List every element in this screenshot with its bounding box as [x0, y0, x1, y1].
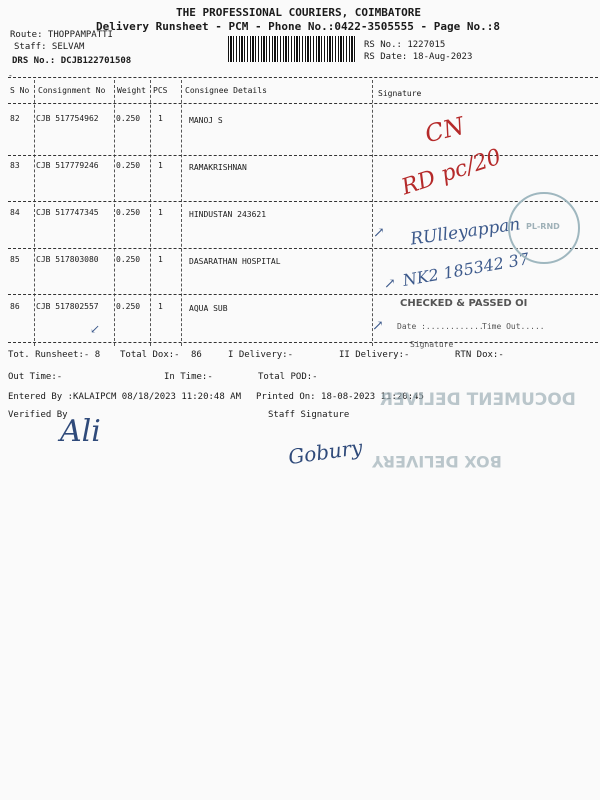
staff-signature-label: Staff Signature	[268, 410, 350, 420]
table-row-consignment: CJB 517754962	[36, 114, 99, 123]
col-header-pcs: PCS	[153, 86, 168, 95]
mirrored-stamp-box: BOX DELIVERY	[372, 452, 502, 471]
i-delivery: I Delivery:-	[228, 350, 294, 360]
total-pod: Total POD:-	[258, 372, 318, 382]
total-dox-value: 86	[191, 350, 202, 360]
mirrored-stamp-document: DOCUMENT DELIVER	[380, 390, 576, 410]
table-row-sno: 84	[10, 208, 20, 217]
col-header-signature: Signature	[378, 89, 422, 98]
col-divider	[34, 80, 35, 346]
table-header-rule	[8, 103, 598, 104]
stamp-checked-passed: CHECKED & PASSED OI	[400, 298, 528, 309]
in-time: In Time:-	[164, 372, 213, 382]
table-row-weight: 0.250	[116, 114, 141, 123]
table-row-consignee: AQUA SUB	[189, 304, 228, 313]
signature-row-85: NK2 185342 37	[401, 249, 531, 290]
table-row-consignee: DASARATHAN HOSPITAL	[189, 257, 281, 266]
stamp-signature: Signature	[410, 340, 454, 349]
barcode-image	[228, 36, 356, 62]
col-divider	[181, 80, 182, 346]
rtn-dox: RTN Dox:-	[455, 350, 504, 360]
staff-signature-ink: Gobury	[286, 434, 364, 470]
col-divider	[150, 80, 151, 346]
verified-by: Verified By	[8, 410, 68, 420]
table-row-sno: 83	[10, 161, 20, 170]
table-row-weight: 0.250	[116, 161, 141, 170]
rs-number: RS No.: 1227015	[364, 40, 446, 50]
table-row-pcs: 1	[158, 114, 163, 123]
table-row-consignment: CJB 517802557	[36, 302, 99, 311]
table-row-consignee: HINDUSTAN 243621	[189, 210, 267, 219]
table-row-consignment: CJB 517747345	[36, 208, 99, 217]
entered-by: Entered By :KALAIPCM 08/18/2023 11:20:48 AM	[8, 392, 241, 402]
table-row-sno: 86	[10, 302, 20, 311]
route-label: Route: THOPPAMPATTI	[10, 30, 113, 40]
col-header-consignee: Consignee Details	[185, 86, 267, 95]
table-row-consignment: CJB 517779246	[36, 161, 99, 170]
runsheet-title: Delivery Runsheet - PCM - Phone No.:0422-3505555 - Page No.:8	[96, 20, 500, 33]
printed-on: Printed On: 18-08-2023 11:20:45	[256, 392, 424, 402]
out-time: Out Time:-	[8, 372, 63, 382]
table-row-consignee: RAMAKRISHNAN	[189, 163, 247, 172]
drs-number: DRS No.: DCJB122701508	[12, 56, 132, 66]
table-row-weight: 0.250	[116, 208, 141, 217]
verified-signature: Ali	[60, 414, 101, 449]
stamp-time-out: Time Out.....	[482, 322, 545, 331]
signature-row-84: RUlleyappan	[409, 214, 522, 250]
total-runsheet: Tot. Runsheet:- 8	[8, 350, 101, 360]
row-rule	[8, 201, 598, 202]
col-divider	[372, 80, 373, 346]
row-rule	[8, 155, 598, 156]
table-row-pcs: 1	[158, 255, 163, 264]
table-row-pcs: 1	[158, 161, 163, 170]
stamp-circle-text: PL-RND	[526, 222, 560, 231]
table-top-rule	[8, 77, 598, 78]
ii-delivery: II Delivery:-	[339, 350, 410, 360]
table-row-sno: 85	[10, 255, 20, 264]
col-header-consignment: Consignment No	[38, 86, 106, 95]
table-row-weight: 0.250	[116, 302, 141, 311]
signature-row-82: CN	[422, 111, 468, 149]
table-row-weight: 0.250	[116, 255, 141, 264]
table-row-consignee: MANOJ S	[189, 116, 223, 125]
col-header-weight: Weight	[117, 86, 146, 95]
table-bottom-rule	[8, 342, 598, 343]
signature-row-83: RD pc/20	[398, 144, 505, 201]
company-name: THE PROFESSIONAL COURIERS, COIMBATORE	[176, 6, 422, 19]
col-divider	[114, 80, 115, 346]
tick-mark-icon: ↗	[384, 276, 396, 292]
table-row-pcs: 1	[158, 208, 163, 217]
row-rule	[8, 294, 598, 295]
rs-date: RS Date: 18-Aug-2023	[364, 52, 473, 62]
circular-stamp	[508, 192, 580, 264]
total-dox-label: Total Dox:-	[120, 350, 180, 360]
tick-mark-icon: ↙	[90, 322, 101, 336]
table-dash-marker: -	[8, 71, 13, 80]
table-row-pcs: 1	[158, 302, 163, 311]
tick-mark-icon: ↗	[373, 225, 385, 241]
row-rule	[8, 248, 598, 249]
table-row-consignment: CJB 517803080	[36, 255, 99, 264]
staff-label: Staff: SELVAM	[14, 42, 85, 52]
tick-mark-icon: ↗	[372, 318, 384, 334]
table-row-sno: 82	[10, 114, 20, 123]
stamp-date: Date :............	[397, 322, 484, 331]
col-header-sno: S No	[10, 86, 30, 95]
